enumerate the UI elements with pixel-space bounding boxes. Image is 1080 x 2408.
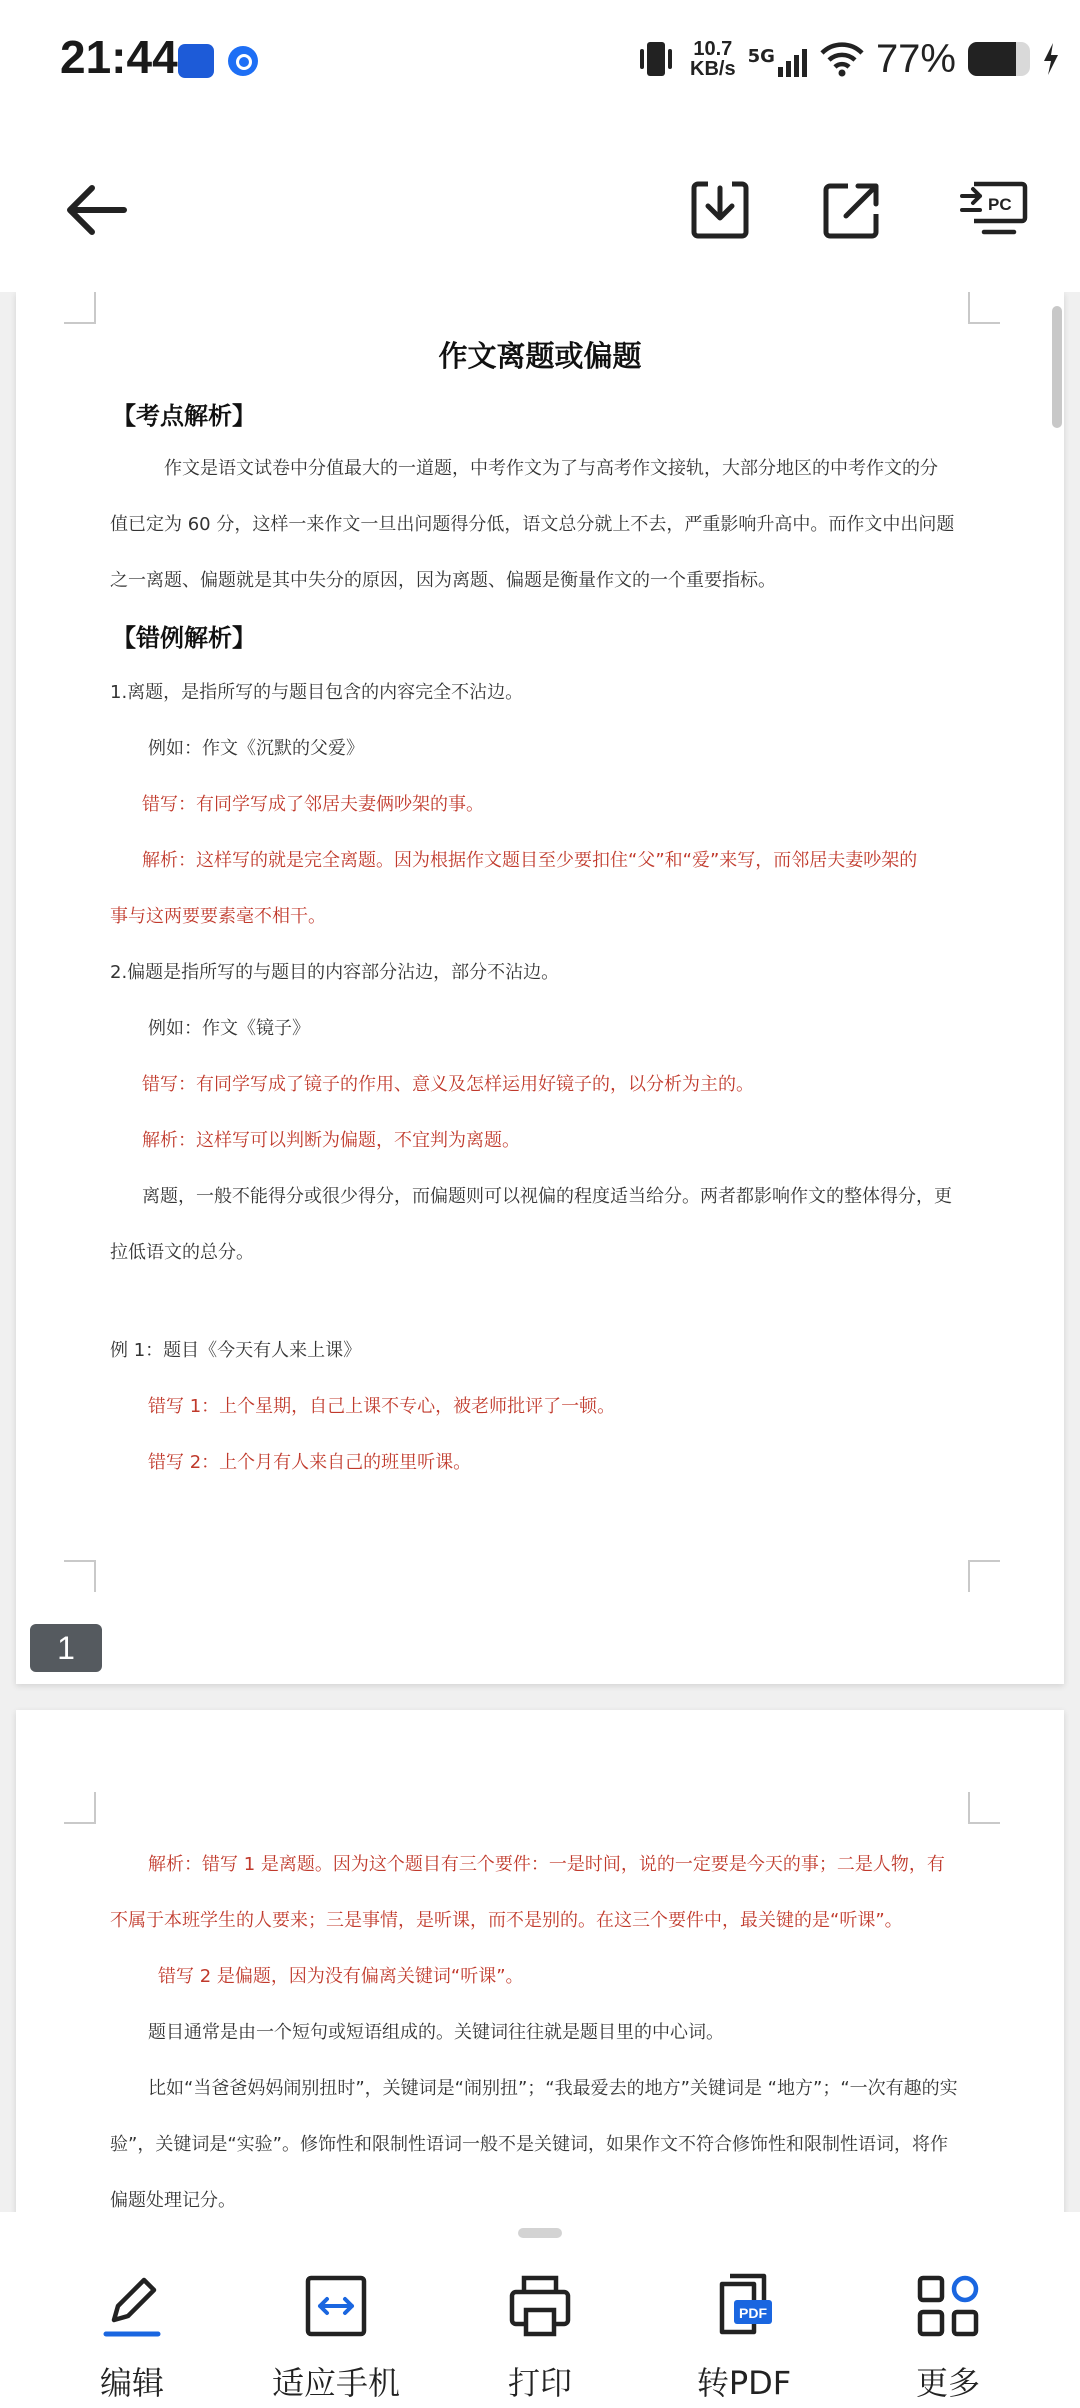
paragraph-line: 例 1：题目《今天有人来上课》 xyxy=(110,1340,362,1361)
error-line: 错写：有同学写成了邻居夫妻俩吵架的事。 xyxy=(142,794,484,815)
vibrate-icon xyxy=(634,39,678,79)
paragraph-line: 离题，一般不能得分或很少得分，而偏题则可以视偏的程度适当给分。两者都影响作文的整体得分，更 xyxy=(142,1186,952,1207)
top-toolbar xyxy=(0,150,1080,260)
signal-icon xyxy=(778,47,808,79)
paragraph-line: 之一离题、偏题就是其中失分的原因，因为离题、偏题是衡量作文的一个重要指标。 xyxy=(110,570,776,591)
grid-more-icon xyxy=(912,2270,984,2342)
app-notification-icon xyxy=(178,44,214,78)
drag-handle[interactable] xyxy=(518,2228,562,2238)
paragraph-line: 拉低语文的总分。 xyxy=(110,1242,254,1263)
battery-fill xyxy=(968,42,1016,76)
paragraph-line: 1.离题，是指所写的与题目包含的内容完全不沾边。 xyxy=(110,682,524,703)
back-button[interactable] xyxy=(56,170,136,250)
print-label: 打印 xyxy=(507,2364,572,2402)
pencil-icon xyxy=(96,2270,168,2342)
net-speed-value: 10.7 xyxy=(693,38,733,60)
charging-icon xyxy=(1042,42,1060,76)
analysis-line: 错写 2 是偏题，因为没有偏离关键词“听课”。 xyxy=(158,1966,524,1987)
analysis-line: 解析：这样写可以判断为偏题，不宜判为离题。 xyxy=(142,1130,520,1151)
share-icon xyxy=(820,178,884,242)
more-button[interactable] xyxy=(868,2270,1028,2400)
crop-mark xyxy=(968,1792,1000,1824)
browser-notification-icon xyxy=(228,46,258,76)
arrow-left-icon xyxy=(64,182,128,238)
paragraph-line: 2.偏题是指所写的与题目的内容部分沾边，部分不沾边。 xyxy=(110,962,560,983)
document-title: 作文离题或偏题 xyxy=(438,339,642,373)
send-to-pc-icon xyxy=(960,180,1028,240)
paragraph-line: 例如：作文《沉默的父爱》 xyxy=(148,738,364,759)
paragraph-line: 偏题处理记分。 xyxy=(110,2190,236,2211)
net-speed-unit: KB/s xyxy=(690,58,736,80)
error-line: 错写：有同学写成了镜子的作用、意义及怎样运用好镜子的，以分析为主的。 xyxy=(142,1074,754,1095)
to-pdf-button[interactable] xyxy=(664,2270,824,2400)
crop-mark xyxy=(968,292,1000,324)
svg-text:PDF: PDF xyxy=(739,2305,767,2321)
battery-icon xyxy=(968,42,1030,76)
error-line: 错写 2：上个月有人来自己的班里听课。 xyxy=(148,1452,472,1473)
fit-phone-button[interactable] xyxy=(256,2270,416,2400)
pdf-icon xyxy=(708,2270,780,2342)
analysis-line: 事与这两要要素毫不相干。 xyxy=(110,906,326,927)
section-heading: 【考点解析】 xyxy=(112,402,256,430)
paragraph-line: 验”，关键词是“实验”。修饰性和限制性语词一般不是关键词，如果作文不符合修饰性和限制性语词，将作 xyxy=(110,2134,948,2155)
status-bar xyxy=(0,0,1080,120)
bottom-toolbar xyxy=(0,2212,1080,2408)
status-time: 21:44 xyxy=(60,31,178,83)
section-heading: 【错例解析】 xyxy=(112,624,256,652)
paragraph-line: 题目通常是由一个短句或短语组成的。关键词往往就是题目里的中心词。 xyxy=(148,2022,724,2043)
paragraph-line: 值已定为 60 分，这样一来作文一旦出问题得分低，语文总分就上不去，严重影响升高中。而作文中出问题 xyxy=(110,514,955,535)
analysis-line: 不属于本班学生的人要来；三是事情，是听课，而不是别的。在这三个要件中，最关键的是“听课”。 xyxy=(110,1910,903,1931)
document-page-2 xyxy=(16,1710,1064,2212)
send-to-pc-button[interactable] xyxy=(944,170,1044,250)
paragraph-line: 作文是语文试卷中分值最大的一道题，中考作文为了与高考作文接轨，大部分地区的中考作文的分 xyxy=(164,458,938,479)
paragraph-line: 例如：作文《镜子》 xyxy=(148,1018,310,1039)
error-line: 错写 1：上个星期，自己上课不专心，被老师批评了一顿。 xyxy=(148,1396,616,1417)
more-label: 更多 xyxy=(915,2364,980,2402)
crop-mark xyxy=(968,1560,1000,1592)
printer-icon xyxy=(504,2270,576,2342)
wifi-icon xyxy=(820,41,864,77)
fit-width-icon xyxy=(300,2270,372,2342)
crop-mark xyxy=(64,1792,96,1824)
fit-phone-label: 适应手机 xyxy=(271,2364,400,2402)
download-button[interactable] xyxy=(680,170,760,250)
to-pdf-label: 转PDF xyxy=(696,2364,792,2402)
edit-button[interactable] xyxy=(52,2270,212,2400)
scrollbar-thumb[interactable] xyxy=(1052,306,1062,428)
paragraph-line: 比如“当爸爸妈妈闹别扭时”，关键词是“闹别扭”；“我最爱去的地方”关键词是 “地方”；“一次有趣的实 xyxy=(148,2078,958,2099)
download-icon xyxy=(688,178,752,242)
crop-mark xyxy=(64,1560,96,1592)
analysis-line: 解析：错写 1 是离题。因为这个题目有三个要件：一是时间，说的一定要是今天的事；二是人物，有 xyxy=(148,1854,945,1875)
edit-label: 编辑 xyxy=(99,2364,164,2402)
network-type: 5G xyxy=(747,46,775,67)
share-button[interactable] xyxy=(812,170,892,250)
page-number-badge: 1 xyxy=(30,1624,102,1672)
print-button[interactable] xyxy=(460,2270,620,2400)
crop-mark xyxy=(64,292,96,324)
net-speed xyxy=(690,39,736,79)
svg-text:PC: PC xyxy=(988,195,1012,214)
document-viewport[interactable] xyxy=(0,292,1080,2212)
analysis-line: 解析：这样写的就是完全离题。因为根据作文题目至少要扣住“父”和“爱”来写，而邻居夫妻吵架的 xyxy=(142,850,918,871)
document-page-1 xyxy=(16,292,1064,1684)
battery-percent: 77% xyxy=(875,36,956,81)
